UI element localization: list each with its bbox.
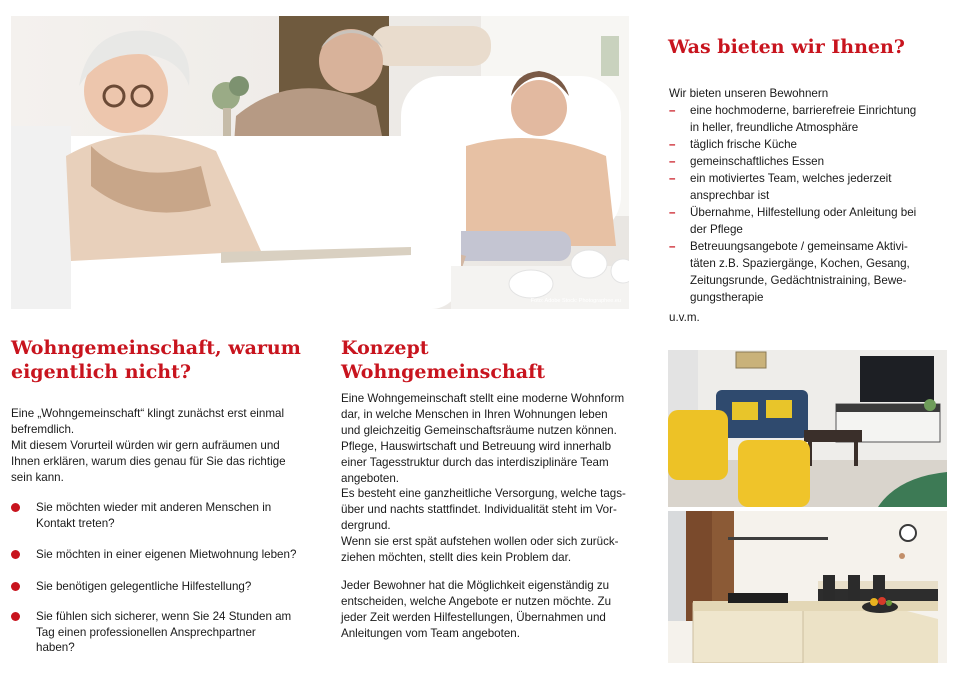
question-item: [11, 609, 311, 657]
concept-paragraph: [341, 391, 636, 566]
concept-line: Wenn sie erst spät aufstehen wollen oder sich zurück-: [341, 535, 619, 549]
choice-line: jeder Zeit werden Hilfestellungen, Übernahmen und: [341, 610, 606, 624]
question-line: Sie benötigen gelegentliche Hilfestellung?: [36, 579, 252, 593]
offer-closing: u.v.m.: [669, 311, 700, 324]
concept-line: und gleichzeitig Gemeinschaftsräume nutzen können.: [341, 423, 617, 437]
intro-line: Ihnen erklären, warum dies genau für Sie das richtige: [11, 454, 286, 468]
offer-item: [669, 136, 949, 153]
bullet-dot-icon: [11, 550, 20, 559]
photo-living-room: [668, 350, 947, 507]
offer-line: Betreuungsangebote / gemeinsame Aktivi-: [690, 240, 908, 253]
offer-line: ansprechbar ist: [690, 189, 770, 202]
offer-item: [669, 153, 949, 170]
kitchen-illustration: [668, 511, 947, 663]
dash-bullet-icon: –: [669, 240, 676, 253]
concept-line: dergrund.: [341, 519, 391, 533]
question-item: [11, 547, 311, 563]
offer-line: der Pflege: [690, 223, 743, 236]
concept-line: Pflege, Hauswirtschaft und Betreuung wird innerhalb: [341, 439, 612, 453]
question-line: Sie fühlen sich sicherer, wenn Sie 24 Stunden am: [36, 609, 292, 623]
choice-line: Anleitungen vom Team angeboten.: [341, 626, 520, 640]
question-line: Kontakt treten?: [36, 516, 115, 530]
dash-bullet-icon: –: [669, 172, 676, 185]
offer-item: [669, 204, 949, 238]
offer-list: [669, 102, 949, 306]
intro-line: Eine „Wohngemeinschaft“ klingt zunächst erst einmal: [11, 407, 285, 420]
question-list: [11, 500, 311, 672]
intro-line: sein kann.: [11, 470, 64, 484]
bullet-dot-icon: [11, 582, 20, 591]
question-line: Tag einen professionellen Ansprechpartner: [36, 625, 256, 639]
offer-item: [669, 238, 949, 306]
question-line: Sie möchten wieder mit anderen Menschen in: [36, 501, 272, 514]
offer-line: täten z.B. Spaziergänge, Kochen, Gesang,: [690, 257, 910, 270]
intro-line: Mit diesem Vorurteil würden wir gern aufräumen und: [11, 438, 280, 452]
offer-item: [669, 170, 949, 204]
photo-seniors: [11, 16, 629, 309]
heading-was-bieten-wir: Was bieten wir Ihnen?: [668, 36, 905, 58]
heading-konzept: Konzept Wohngemeinschaft: [341, 337, 546, 383]
concept-line: Eine Wohngemeinschaft stellt eine moderne Wohnform: [341, 392, 625, 405]
photo-credit: Foto: Adobe Stock: Photographee.eu: [530, 298, 621, 304]
bullet-dot-icon: [11, 503, 20, 512]
dash-bullet-icon: –: [669, 104, 676, 117]
question-line: Sie möchten in einer eigenen Mietwohnung leben?: [36, 548, 297, 562]
heading-wohngemeinschaft-warum: Wohngemeinschaft, warum eigentlich nicht?: [11, 337, 301, 383]
dash-bullet-icon: –: [669, 155, 676, 168]
choice-line: entscheiden, welche Angebote er nutzen möchte. Zu: [341, 594, 612, 608]
intro-paragraph: [11, 406, 311, 486]
offer-line: gemeinschaftliches Essen: [690, 155, 825, 168]
offer-line: eine hochmoderne, barrierefreie Einrichtung: [690, 104, 917, 117]
concept-line: angeboten.: [341, 471, 400, 485]
choice-line: Jeder Bewohner hat die Möglichkeit eigenständig zu: [341, 579, 610, 592]
offer-line: Zeitungsrunde, Gedächtnistraining, Bewe-: [690, 274, 907, 287]
photo-kitchen: [668, 511, 947, 663]
offer-line: in heller, freundliche Atmosphäre: [690, 121, 859, 134]
offer-line: gungstherapie: [690, 291, 764, 304]
concept-line: Es besteht eine ganzheitliche Versorgung, welche tags-: [341, 487, 626, 501]
question-item: [11, 500, 311, 532]
choice-paragraph: [341, 578, 636, 642]
offer-line: täglich frische Küche: [690, 138, 797, 151]
concept-line: ziehen möchten, stellt dies kein Problem dar.: [341, 551, 572, 565]
intro-line: befremdlich.: [11, 422, 75, 436]
photo-seniors-illustration: [11, 16, 629, 309]
question-item: [11, 579, 311, 595]
concept-line: einer Tagesstruktur durch das interdisziplinäre Team: [341, 455, 609, 469]
offer-intro: Wir bieten unseren Bewohnern: [669, 87, 829, 100]
dash-bullet-icon: –: [669, 206, 676, 219]
offer-item: [669, 102, 949, 136]
offer-line: ein motiviertes Team, welches jederzeit: [690, 172, 892, 185]
bullet-dot-icon: [11, 612, 20, 621]
concept-line: dar, in welche Menschen in Ihren Wohnungen leben: [341, 407, 608, 421]
living-room-illustration: [668, 350, 947, 507]
offer-line: Übernahme, Hilfestellung oder Anleitung bei: [690, 206, 917, 219]
concept-line: über und nachts stattfindet. Individualität steht im Vor-: [341, 503, 617, 517]
dash-bullet-icon: –: [669, 138, 676, 151]
question-line: haben?: [36, 641, 75, 655]
